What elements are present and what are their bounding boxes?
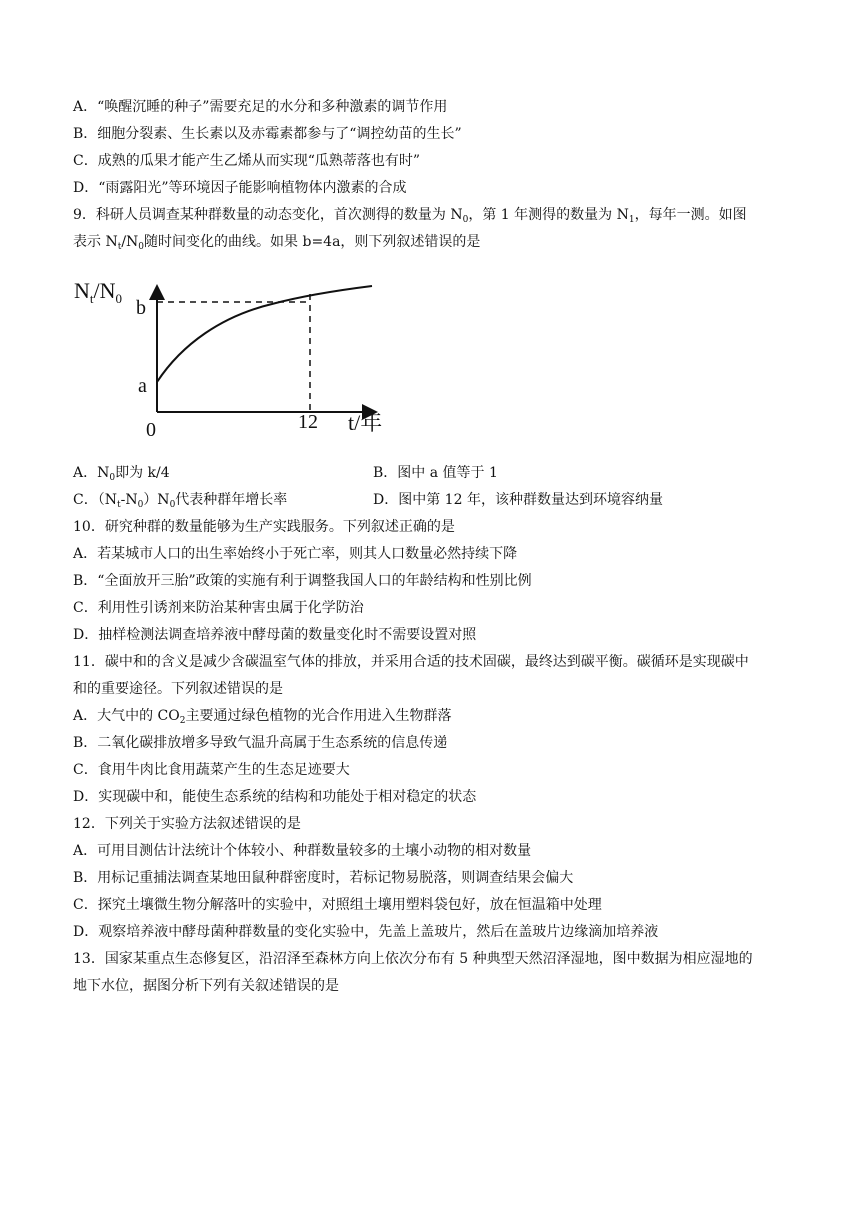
y-label-sub-t: t bbox=[89, 291, 94, 306]
q9-stem-text: ，第 1 年测得的数量为 N bbox=[468, 207, 629, 223]
q11-option-a-text: A．大气中的 CO bbox=[73, 708, 180, 724]
q11-stem-line-1: 11．碳中和的含义是减少含碳温室气体的排放，并采用合适的技术固碳，最终达到碳平衡。碳循环是实现碳中 bbox=[73, 654, 749, 670]
q10-option-b: B．“全面放开三胎”政策的实施有利于调整我国人口的年龄结构和性别比例 bbox=[73, 573, 532, 589]
label-12: 12 bbox=[298, 411, 318, 433]
q12-option-b: B．用标记重捕法调查某地田鼠种群密度时，若标记物易脱落，则调查结果会偏大 bbox=[73, 870, 574, 886]
q9-option-c-text: -N bbox=[120, 492, 138, 508]
q9-stem-text: 随时间变化的曲线。如果 b=4a，则下列叙述错误的是 bbox=[144, 234, 481, 250]
q12-stem: 12．下列关于实验方法叙述错误的是 bbox=[73, 816, 301, 832]
q12-option-d: D．观察培养液中酵母菌种群数量的变化实验中，先盖上盖玻片，然后在盖玻片边缘滴加培养液 bbox=[73, 924, 659, 940]
q9-option-a bbox=[73, 463, 170, 483]
subscript: 0 bbox=[138, 242, 145, 252]
q11-option-c: C．食用牛肉比食用蔬菜产生的生态足迹要大 bbox=[73, 762, 350, 778]
q11-stem-line-2: 和的重要途径。下列叙述错误的是 bbox=[73, 681, 283, 697]
subscript: 1 bbox=[628, 215, 635, 225]
q10-option-c: C．利用性引诱剂来防治某种害虫属于化学防治 bbox=[73, 600, 364, 616]
q9-option-c-text: C．（N bbox=[73, 492, 117, 508]
y-label-slash: /N bbox=[93, 278, 116, 303]
q9-stem-text: ，每年一测。如图 bbox=[634, 207, 747, 223]
subscript: 0 bbox=[169, 500, 176, 510]
label-a: a bbox=[138, 375, 147, 397]
q9-stem-text: /N bbox=[121, 234, 139, 250]
q11-option-b: B．二氧化碳排放增多导致气温升高属于生态系统的信息传递 bbox=[73, 735, 448, 751]
label-b: b bbox=[136, 297, 146, 319]
q9-stem-line-2 bbox=[73, 232, 480, 252]
q10-option-d: D．抽样检测法调查培养液中酵母菌的数量变化时不需要设置对照 bbox=[73, 627, 477, 643]
q8-option-b: B．细胞分裂素、生长素以及赤霉素都参与了“调控幼苗的生长” bbox=[73, 126, 462, 142]
q9-option-d: D．图中第 12 年，该种群数量达到环境容纳量 bbox=[373, 492, 663, 508]
q9-option-c-text: ）N bbox=[143, 492, 170, 508]
subscript: t bbox=[117, 242, 122, 252]
q9-option-a-text: 即为 k/4 bbox=[115, 465, 170, 481]
growth-curve bbox=[157, 286, 372, 382]
q12-option-c: C．探究土壤微生物分解落叶的实验中，对照组土壤用塑料袋包好，放在恒温箱中处理 bbox=[73, 897, 602, 913]
subscript: 0 bbox=[462, 215, 469, 225]
q8-option-c: C．成熟的瓜果才能产生乙烯从而实现“瓜熟蒂落也有时” bbox=[73, 153, 421, 169]
subscript: t bbox=[116, 500, 121, 510]
q8-option-d: D．“雨露阳光”等环境因子能影响植物体内激素的合成 bbox=[73, 180, 407, 196]
q9-option-c bbox=[73, 490, 287, 510]
q11-option-a bbox=[73, 706, 451, 726]
label-origin: 0 bbox=[146, 419, 156, 441]
q9-option-b: B．图中 a 值等于 1 bbox=[373, 465, 498, 481]
x-axis-label: t/年 bbox=[348, 410, 383, 435]
q13-stem-line-1: 13．国家某重点生态修复区，沿沼泽至森林方向上依次分布有 5 种典型天然沼泽湿地，图中数据为相应湿地的 bbox=[73, 951, 753, 967]
y-label-n: N bbox=[74, 278, 90, 303]
y-label-sub-0: 0 bbox=[115, 291, 123, 306]
q9-stem-text: 9．科研人员调查某种群数量的动态变化，首次测得的数量为 N bbox=[73, 207, 463, 223]
q9-stem-text: 表示 N bbox=[73, 234, 118, 250]
q11-option-a-text: 主要通过绿色植物的光合作用进入生物群落 bbox=[185, 708, 452, 724]
q9-option-a-text: A．N bbox=[73, 465, 110, 481]
q10-option-a: A．若某城市人口的出生率始终小于死亡率，则其人口数量必然持续下降 bbox=[73, 546, 518, 562]
q8-option-a: A．“唤醒沉睡的种子”需要充足的水分和多种激素的调节作用 bbox=[73, 99, 448, 115]
q9-stem-line-1 bbox=[73, 205, 747, 225]
q11-option-d: D．实现碳中和，能使生态系统的结构和功能处于相对稳定的状态 bbox=[73, 789, 477, 805]
subscript: 2 bbox=[179, 716, 186, 726]
subscript: 0 bbox=[109, 473, 116, 483]
y-axis-label bbox=[74, 278, 122, 306]
q13-stem-line-2: 地下水位，据图分析下列有关叙述错误的是 bbox=[73, 978, 339, 994]
q10-stem: 10．研究种群的数量能够为生产实践服务。下列叙述正确的是 bbox=[73, 519, 455, 535]
q9-option-c-text: 代表种群年增长率 bbox=[175, 492, 288, 508]
q12-option-a: A．可用目测估计法统计个体较小、种群数量较多的土壤小动物的相对数量 bbox=[73, 843, 532, 859]
q9-growth-graph bbox=[62, 266, 422, 442]
subscript: 0 bbox=[137, 500, 144, 510]
